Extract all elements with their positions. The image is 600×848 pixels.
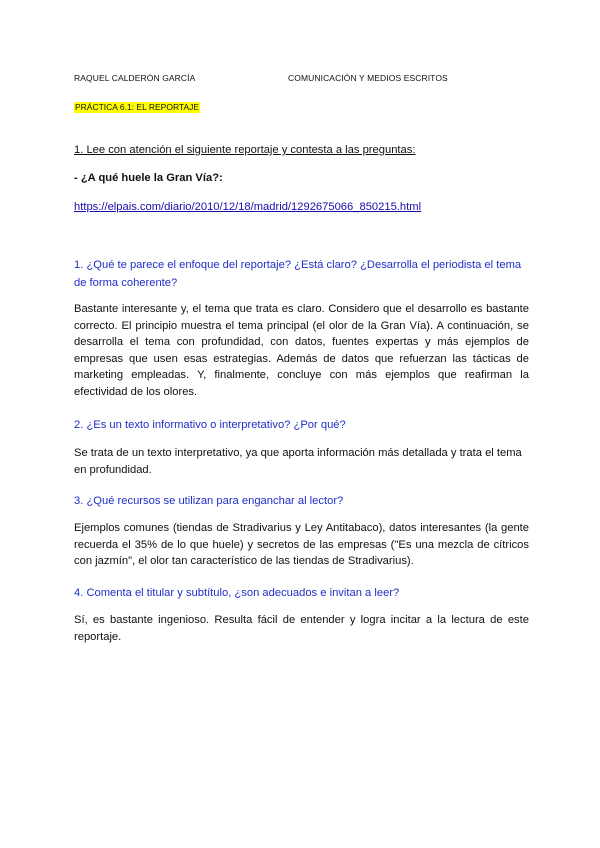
answer-2: Se trata de un texto interpretativo, ya que aporta información más detallada y trata el tema en profundidad. [74, 447, 522, 476]
answer-4: Sí, es bastante ingenioso. Resulta fácil de entender y logra incitar a la lectura de este reportaje. [74, 614, 529, 643]
instruction-text: 1. Lee con atención el siguiente reportaje y contesta a las preguntas: [74, 144, 416, 156]
article-link[interactable]: https://elpais.com/diario/2010/12/18/madrid/1292675066_850215.html [74, 201, 422, 213]
question-3: 3. ¿Qué recursos se utilizan para enganchar al lector? [74, 495, 344, 507]
question-4: 4. Comenta el titular y subtítulo, ¿son adecuados e invitan a leer? [74, 587, 400, 599]
question-1: 1. ¿Qué te parece el enfoque del reportaje? ¿Está claro? ¿Desarrolla el periodista el tema de forma coherente? [74, 259, 522, 289]
practice-label: PRÁCTICA 6.1: EL REPORTAJE [75, 102, 200, 112]
article-title: - ¿A qué huele la Gran Vía?: [74, 172, 223, 184]
question-2: 2. ¿Es un texto informativo o interpretativo? ¿Por qué? [74, 419, 346, 431]
author-name: RAQUEL CALDERÓN GARCÍA [74, 73, 196, 83]
course-name: COMUNICACIÓN Y MEDIOS ESCRITOS [288, 73, 448, 83]
answer-1: Bastante interesante y, el tema que trata es claro. Considero que el desarrollo es bastante correcto. El principio muestra el tema principal (el olor de la Gran Vía). A continuación, se desarrolla el tema con profundidad, con datos, fuentes expertas y más ejemplos de empresas que usen esas estrategias. Además de datos que refuerzan las tácticas de marketing empleadas. Y, finalmente, concluye con más ejemplos que reafirman la efectividad de los olores. [74, 303, 529, 398]
answer-3: Ejemplos comunes (tiendas de Stradivarius y Ley Antitabaco), datos interesantes (la gente recuerda el 35% de lo que huele) y secretos de las empresas ("Es una mezcla de cítricos con jazmín", el olor tan característico de las tiendas de Stradivarius). [74, 522, 529, 568]
